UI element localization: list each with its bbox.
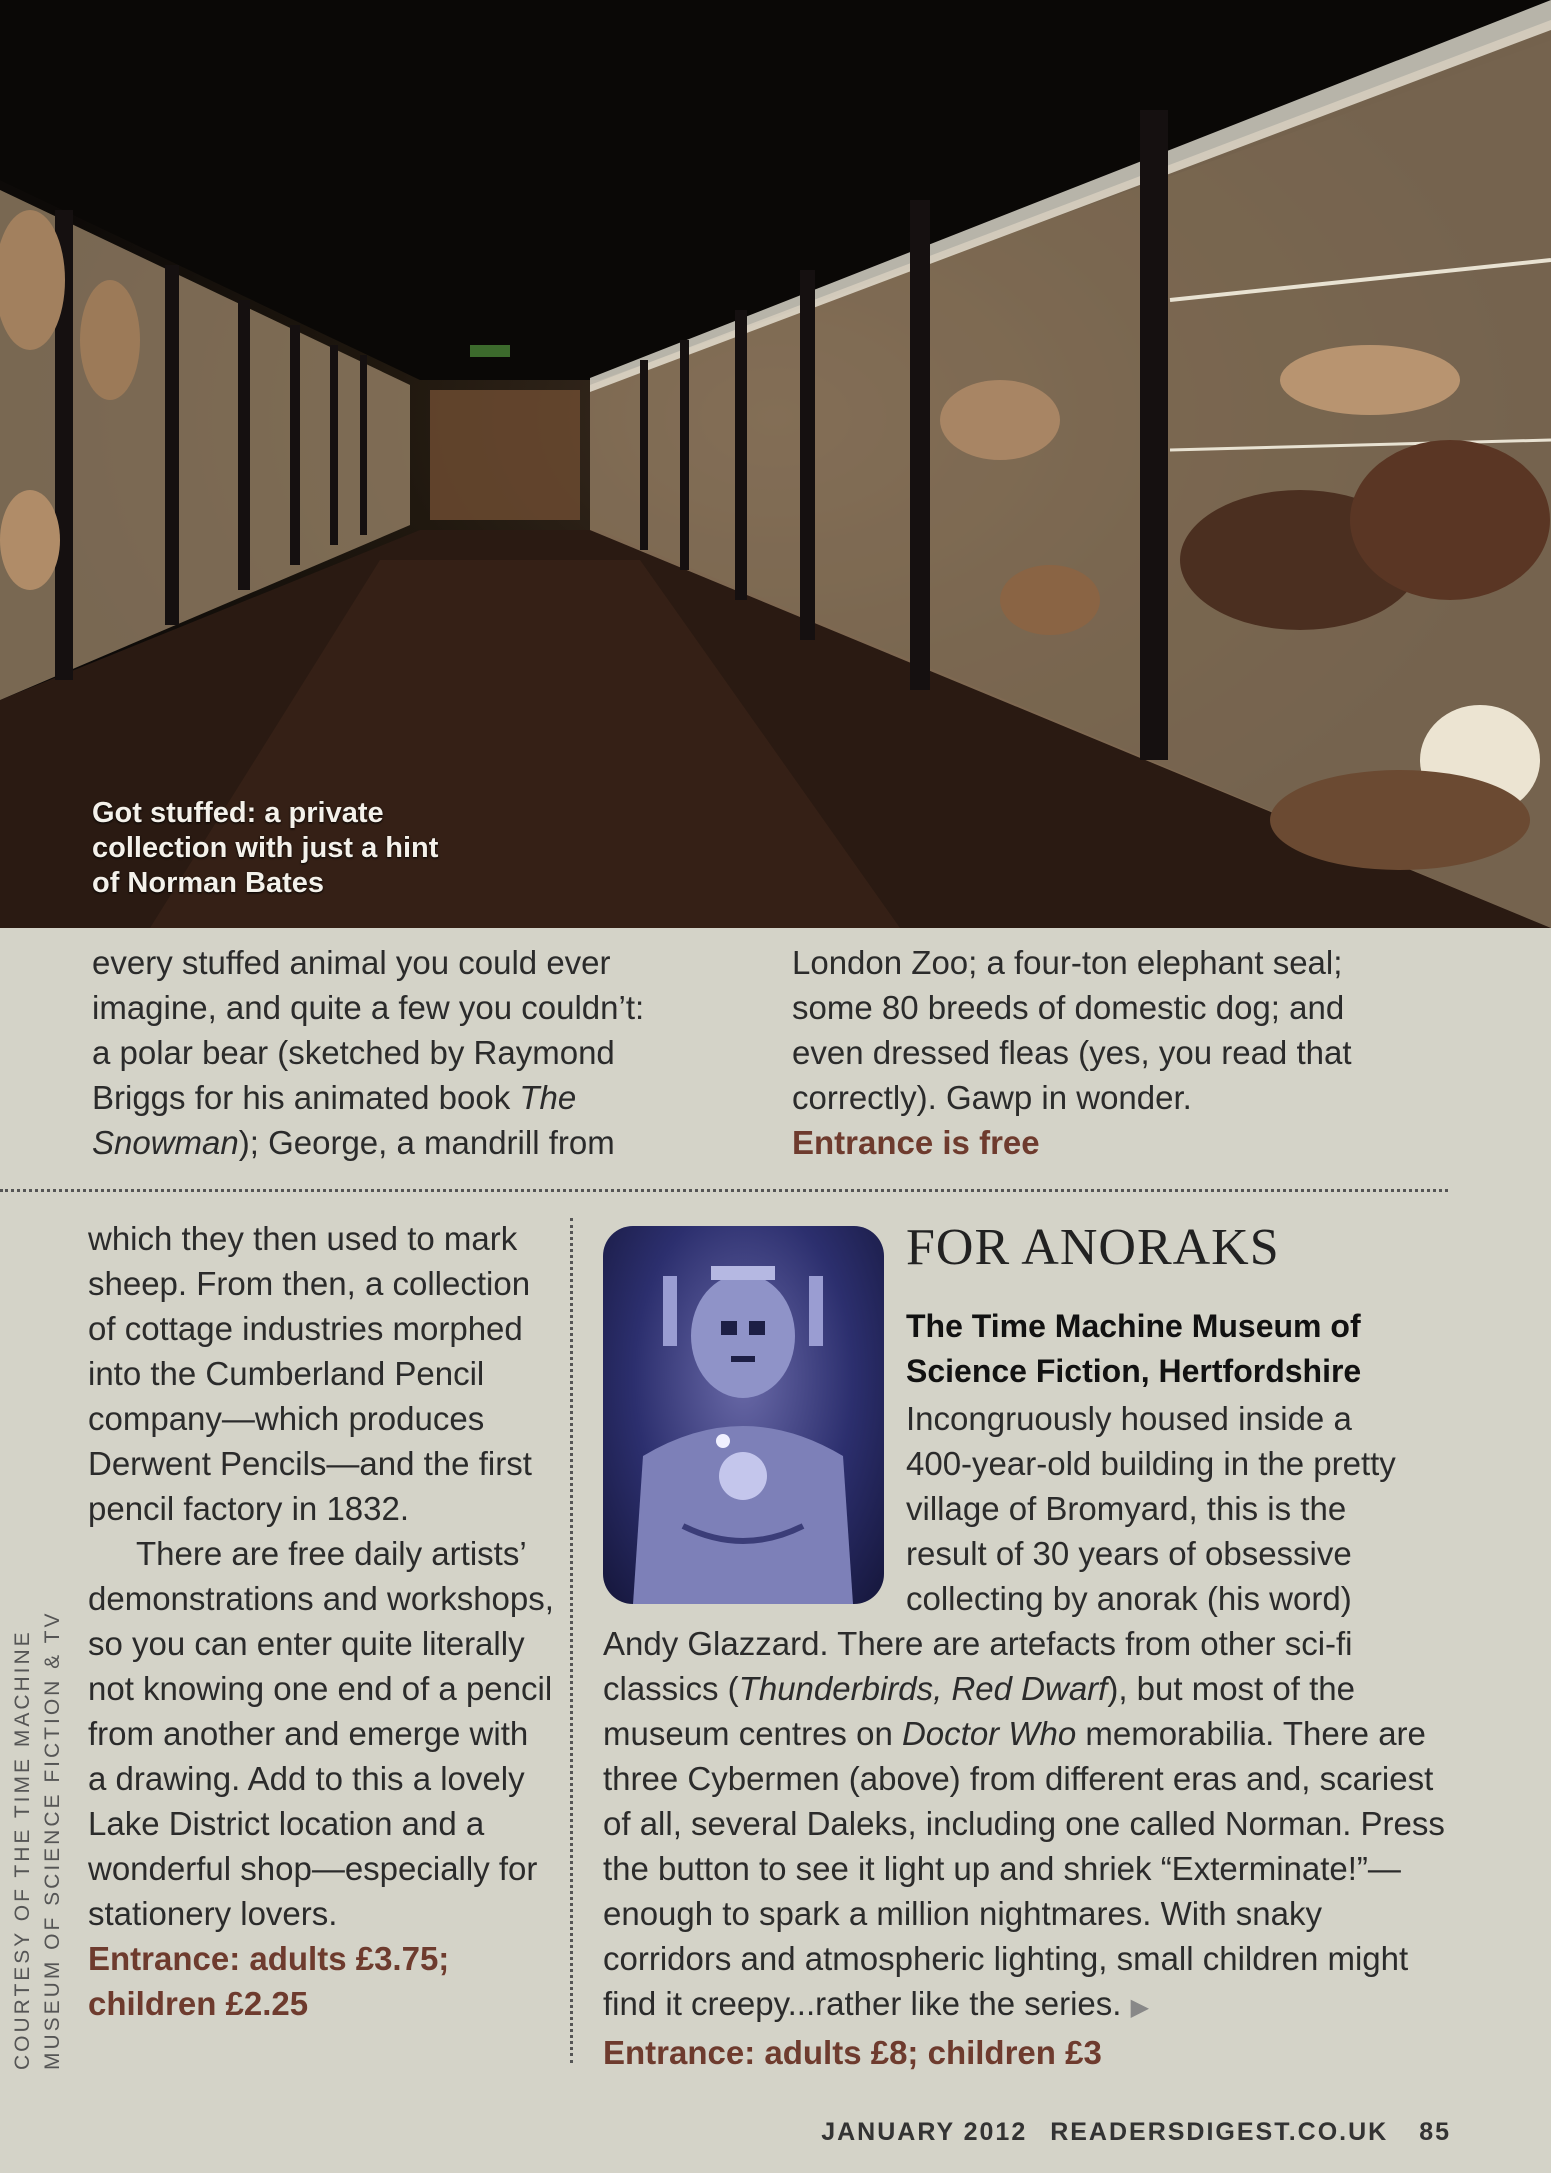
text-line: result of 30 years of obsessive (906, 1535, 1352, 1572)
italic-title: The (519, 1079, 577, 1116)
credit-line: COURTESY OF THE TIME MACHINE (11, 1629, 34, 2070)
intro-lines (906, 1396, 1451, 1621)
paragraph: which they then used to mark sheep. From then, a collection of cottage industries morphed into the Cumberland Pencil company—which produces Derwent Pencils—and the first pencil factory in 1832. (88, 1220, 532, 1527)
text-segment: ); George, a mandrill from (238, 1124, 615, 1161)
italic-title: Thunderbirds, Red Dwarf (738, 1670, 1108, 1707)
museum-photo (0, 0, 1551, 928)
text-line: London Zoo; a four-ton elephant seal; (792, 944, 1343, 981)
lower-right-body (603, 1621, 1451, 2075)
museum-corridor-illustration (0, 0, 1551, 928)
section-heading: FOR ANORAKS (906, 1219, 1280, 1276)
entrance-info: Entrance is free (792, 1124, 1040, 1161)
museum-title: The Time Machine Museum of Science Fiction, Hertfordshire (906, 1308, 1362, 1389)
text-line (92, 1075, 692, 1120)
entrance-info: children £2.25 (88, 1985, 309, 2022)
upper-left-column (92, 940, 692, 1165)
text-line: a polar bear (sketched by Raymond (92, 1034, 615, 1071)
text-line: collecting by anorak (his word) (906, 1580, 1352, 1617)
text-line: every stuffed animal you could ever (92, 944, 611, 981)
text-segment: Andy Glazzard. There are artefacts from other sci-fi classics ( (603, 1625, 1353, 1707)
text-segment: Briggs for his animated book (92, 1079, 520, 1116)
text-line: some 80 breeds of domestic dog; and (792, 989, 1345, 1026)
vertical-dotted-divider (570, 1218, 573, 2063)
italic-title: Snowman (92, 1124, 239, 1161)
continue-arrow-icon: ▶ (1130, 1994, 1150, 2021)
cyberman-photo (603, 1226, 884, 1604)
paragraph (603, 1621, 1451, 2030)
text-segment: ), but most of the museum centres on (603, 1670, 1355, 1752)
text-line: correctly). Gawp in wonder. (792, 1079, 1192, 1116)
text-line (92, 1120, 692, 1165)
photo-credit (8, 1550, 78, 2070)
text-line: 400-year-old building in the pretty (906, 1445, 1396, 1482)
page-number: 85 (1419, 2118, 1451, 2146)
text-line: village of Bromyard, this is the (906, 1490, 1347, 1527)
credit-line: MUSEUM OF SCIENCE FICTION & TV (41, 1610, 64, 2070)
photo-caption: Got stuffed: a private collection with just a hint of Norman Bates (92, 797, 439, 899)
page-footer (821, 2118, 1451, 2147)
text-line: imagine, and quite a few you couldn’t: (92, 989, 645, 1026)
entrance-info: Entrance: adults £3.75; (88, 1940, 450, 1977)
upper-right-column (792, 940, 1452, 1165)
italic-title: Doctor Who (901, 1715, 1077, 1752)
lower-left-column (88, 1216, 554, 2026)
website: READERSDIGEST.CO.UK (1050, 2118, 1389, 2146)
cyberman-illustration (603, 1226, 884, 1604)
text-line: even dressed fleas (yes, you read that (792, 1034, 1352, 1071)
horizontal-dotted-divider (0, 1189, 1448, 1192)
paragraph: There are free daily artists’ demonstrations and workshops, so you can enter quite literally not knowing one end of a pencil from another and emerge with a drawing. Add to this a lovely Lake District location and a wonderful shop—especially for stationery lovers. (88, 1535, 554, 1932)
entrance-info: Entrance: adults £8; children £3 (603, 2034, 1102, 2071)
issue-date: JANUARY 2012 (821, 2118, 1028, 2146)
text-segment: memorabilia. There are three Cybermen (above) from different eras and, scariest of all, several Daleks, including one called Norman. Press the button to see it light up and shriek “Exterminate!”—enough to spark a million nightmares. With snaky corridors and atmospheric lighting, small children might find it creepy...rather like the series. (603, 1715, 1445, 2022)
text-line: Incongruously housed inside a (906, 1400, 1352, 1437)
